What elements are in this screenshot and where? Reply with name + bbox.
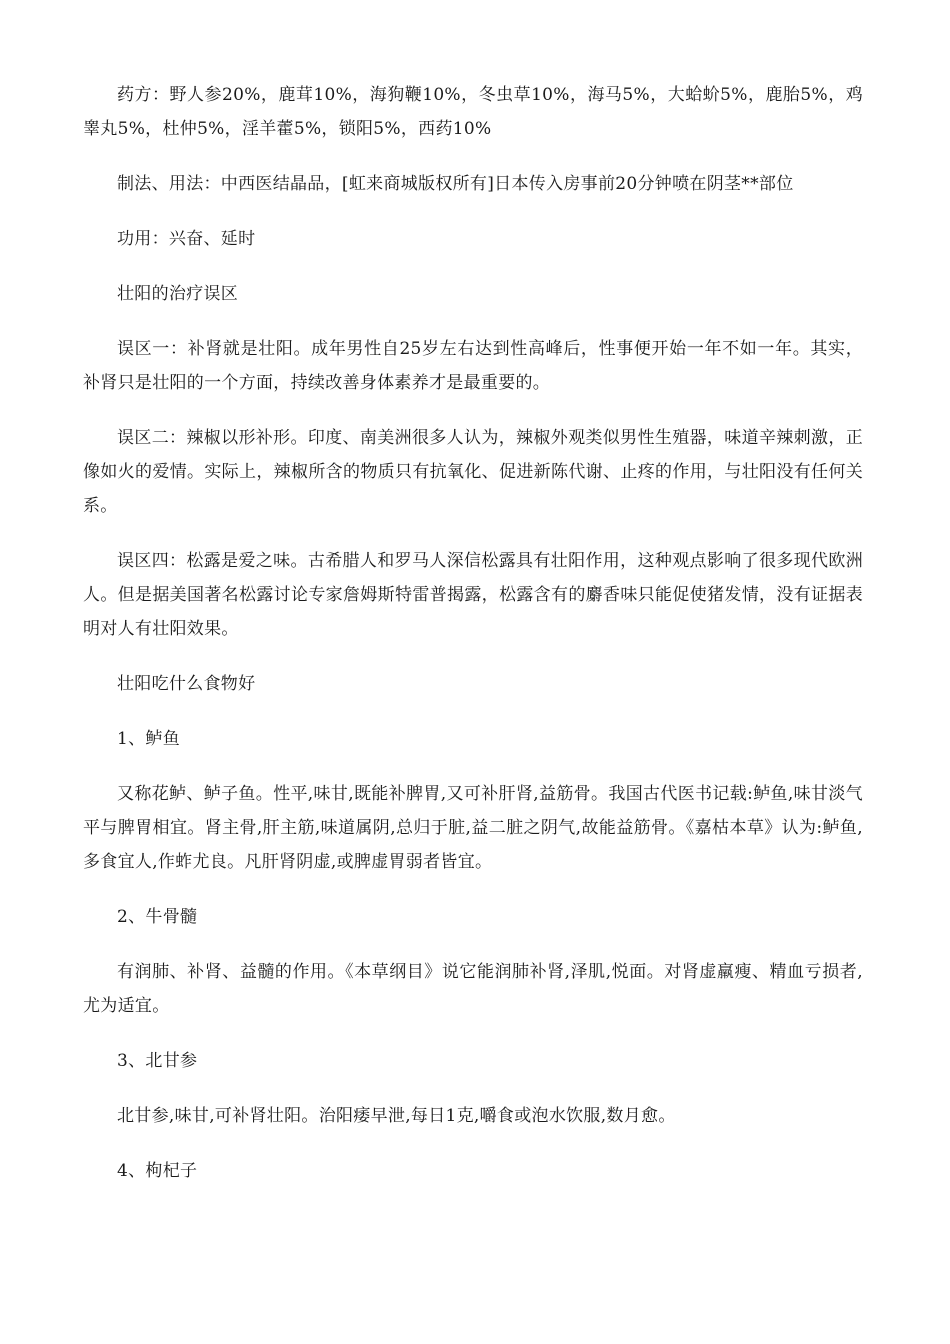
- item-heading-goji: 4、枸杞子: [117, 1161, 198, 1181]
- document-page: [83, 78, 863, 1209]
- item-heading-bone-marrow: 2、牛骨髓: [117, 907, 198, 927]
- effect-paragraph: 功用：兴奋、延时: [117, 229, 256, 249]
- ginseng-paragraph: 北甘参,味甘,可补肾壮阳。治阳痿早泄,每日1克,嚼食或泡水饮服,数月愈。: [117, 1106, 676, 1126]
- usage-paragraph: 制法、用法：中西医结晶品，[虹来商城版权所有]日本传入房事前20分钟喷在阴茎**部位: [117, 174, 794, 194]
- misconception-two-paragraph: 误区二：辣椒以形补形。印度、南美洲很多人认为，辣椒外观类似男性生殖器，味道辛辣刺激，正像如火的爱情。实际上，辣椒所含的物质只有抗氧化、促进新陈代谢、止疼的作用，与壮阳没有任何关系。: [83, 428, 863, 516]
- misconception-one-paragraph: 误区一：补肾就是壮阳。成年男性自25岁左右达到性高峰后，性事便开始一年不如一年。其实，补肾只是壮阳的一个方面，持续改善身体素养才是最重要的。: [83, 339, 863, 393]
- prescription-paragraph: 药方：野人参20%，鹿茸10%，海狗鞭10%，冬虫草10%，海马5%，大蛤蚧5%，鹿胎5%，鸡睾丸5%，杜仲5%，淫羊藿5%，锁阳5%，西药10%: [83, 85, 863, 139]
- section-heading-foods: 壮阳吃什么食物好: [117, 674, 256, 694]
- section-heading-misconceptions: 壮阳的治疗误区: [117, 284, 239, 304]
- misconception-four-paragraph: 误区四：松露是爱之味。古希腊人和罗马人深信松露具有壮阳作用，这种观点影响了很多现代欧洲人。但是据美国著名松露讨论专家詹姆斯特雷普揭露，松露含有的麝香味只能促使猪发情，没有证据表明对人有壮阳效果。: [83, 551, 863, 639]
- item-heading-ginseng: 3、北甘参: [117, 1051, 198, 1071]
- bone-marrow-paragraph: 有润肺、补肾、益髓的作用。《本草纲目》说它能润肺补肾,泽肌,悦面。对肾虚羸瘦、精血亏损者,尤为适宜。: [83, 962, 863, 1016]
- perch-paragraph: 又称花鲈、鲈子鱼。性平,味甘,既能补脾胃,又可补肝肾,益筋骨。我国古代医书记载:鲈鱼,味甘淡气平与脾胃相宜。肾主骨,肝主筋,味道属阴,总归于脏,益二脏之阴气,故能益筋骨。《嘉枯本草》认为:鲈鱼,多食宜人,作蚱尤良。凡肝肾阴虚,或脾虚胃弱者皆宜。: [83, 784, 863, 872]
- item-heading-perch: 1、鲈鱼: [117, 729, 181, 749]
